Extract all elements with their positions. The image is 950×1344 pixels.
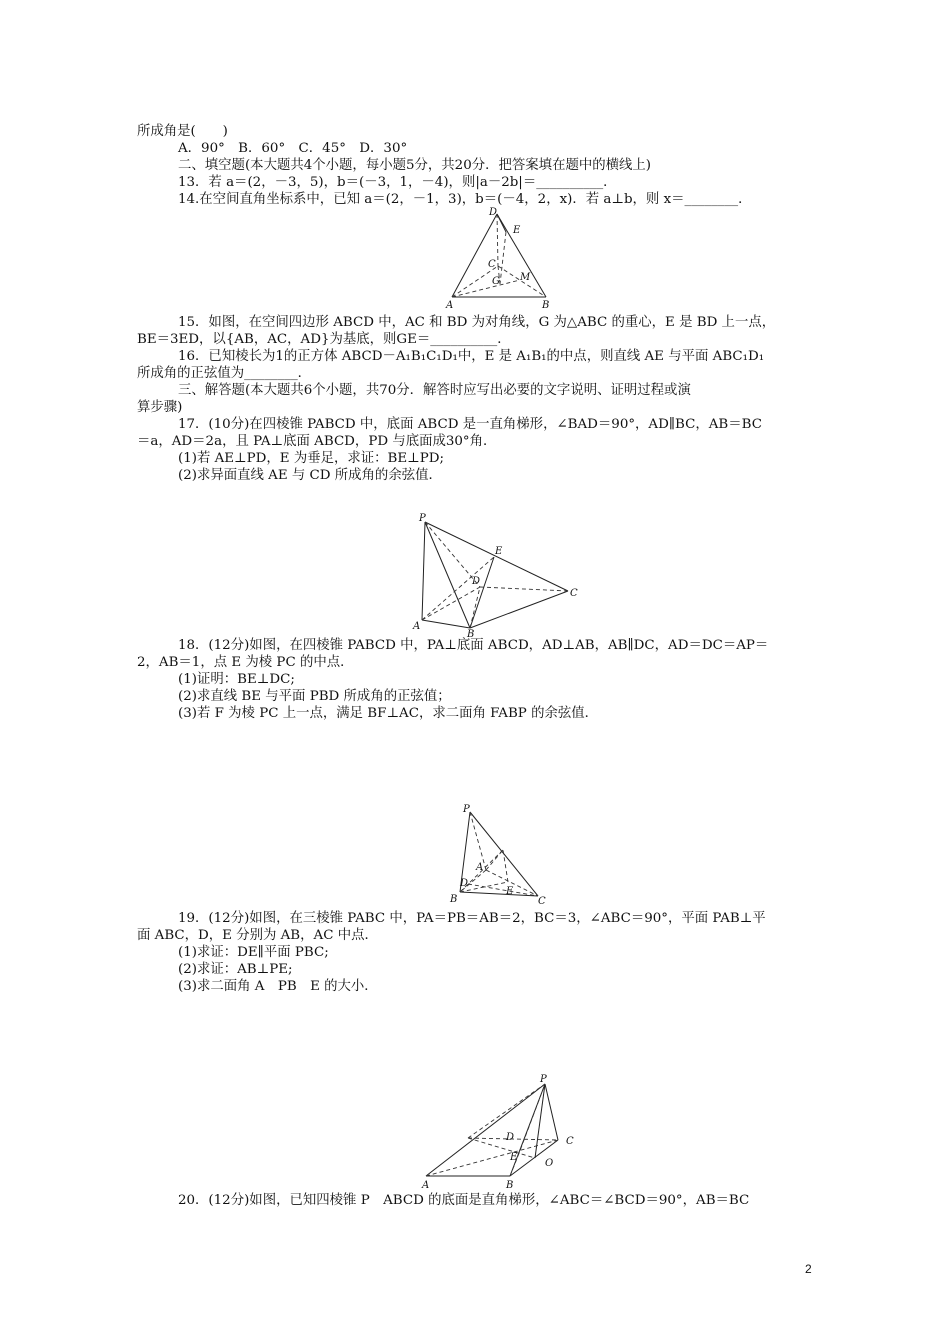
q15-line1: 15．如图，在空间四边形 ABCD 中，AC 和 BD 为对角线，G 为△ABC 的重心，E 是 BD 上一点， bbox=[178, 315, 776, 330]
q18-part1: (1)证明：BE⊥DC; bbox=[178, 672, 295, 687]
label-b: B bbox=[542, 300, 550, 311]
q12-tail: 所成角是( ) bbox=[137, 124, 228, 139]
label-d: D bbox=[460, 878, 469, 889]
q19-part2: (2)求证：AB⊥PE; bbox=[178, 962, 293, 977]
label-e: E bbox=[510, 1152, 518, 1163]
label-a: A bbox=[476, 862, 484, 873]
q18-line1: 18．(12分)如图，在四棱锥 PABCD 中，PA⊥底面 ABCD，AD⊥AB，AB∥DC，AD＝DC＝AP＝ bbox=[178, 638, 769, 653]
label-e: E bbox=[506, 886, 514, 897]
label-c: C bbox=[570, 588, 578, 599]
q17-line1: 17．(10分)在四棱锥 PABCD 中，底面 ABCD 是一直角梯形，∠BAD＝90°，AD∥BC，AB＝BC bbox=[178, 417, 762, 432]
q18-part3: (3)若 F 为棱 PC 上一点，满足 BF⊥AC，求二面角 FABP 的余弦值． bbox=[178, 706, 599, 721]
figure-tetrahedron-abcd bbox=[440, 202, 560, 312]
figure-pyramid-q19 bbox=[418, 1072, 593, 1192]
label-b: B bbox=[450, 894, 458, 905]
q19-line1: 19．(12分)如图，在三棱锥 PABC 中，PA＝PB＝AB＝2，BC＝3，∠ABC＝90°，平面 PAB⊥平 bbox=[178, 911, 766, 926]
q19-part1: (1)求证：DE∥平面 PBC; bbox=[178, 945, 329, 960]
q17-part1: (1)若 AE⊥PD，E 为垂足，求证：BE⊥PD; bbox=[178, 451, 445, 466]
label-p: P bbox=[463, 804, 470, 815]
q12-options: A．90° B．60° C．45° D．30° bbox=[178, 141, 408, 156]
section-3-title-cont: 算步骤) bbox=[137, 400, 183, 415]
label-d: D bbox=[506, 1132, 515, 1143]
label-d: D bbox=[489, 207, 498, 218]
page-number: 2 bbox=[805, 1262, 812, 1276]
label-c: C bbox=[488, 259, 496, 270]
q17-part2: (2)求异面直线 AE 与 CD 所成角的余弦值． bbox=[178, 468, 442, 483]
figure-pyramid-q17 bbox=[410, 512, 590, 640]
label-e: E bbox=[513, 225, 521, 236]
label-a: A bbox=[446, 300, 454, 311]
label-p: P bbox=[419, 513, 426, 524]
label-c: C bbox=[566, 1136, 574, 1147]
section-3-title: 三、解答题(本大题共6个小题，共70分．解答时应写出必要的文字说明、证明过程或演 bbox=[178, 383, 691, 398]
q18-line2: 2，AB＝1，点 E 为棱 PC 的中点． bbox=[137, 655, 354, 670]
q14: 14.在空间直角坐标系中，已知 a＝(2，－1，3)，b＝(－4，2，x)．若 a⊥b，则 x＝________． bbox=[178, 192, 752, 207]
label-a: A bbox=[422, 1180, 430, 1191]
q17-line2: ＝a，AD＝2a，且 PA⊥底面 ABCD，PD 与底面成30°角． bbox=[137, 434, 497, 449]
figure-pyramid-q18 bbox=[448, 800, 558, 910]
q19-part3: (3)求二面角 A PB E 的大小． bbox=[178, 979, 378, 994]
label-p: P bbox=[540, 1074, 547, 1085]
q16-line1: 16．已知棱长为1的正方体 ABCD－A₁B₁C₁D₁中，E 是 A₁B₁的中点，则直线 AE 与平面 ABC₁D₁ bbox=[178, 349, 765, 364]
label-d: D bbox=[472, 576, 481, 587]
label-a: A bbox=[413, 621, 421, 632]
label-g: G bbox=[492, 276, 500, 287]
q13: 13．若 a＝(2，－3，5)，b＝(－3，1，－4)，则|a－2b|＝__________． bbox=[178, 175, 617, 190]
section-2-title: 二、填空题(本大题共4个小题，每小题5分，共20分．把答案填在题中的横线上) bbox=[178, 158, 652, 173]
label-b: B bbox=[467, 629, 475, 640]
label-o: O bbox=[545, 1158, 554, 1169]
q18-part2: (2)求直线 BE 与平面 PBD 所成角的正弦值； bbox=[178, 689, 451, 704]
q20-line1: 20．(12分)如图，已知四棱锥 P ABCD 的底面是直角梯形，∠ABC＝∠BCD＝90°，AB＝BC bbox=[178, 1193, 750, 1208]
q15-line2: BE＝3ED，以{AB，AC，AD}为基底，则GE＝__________． bbox=[137, 332, 511, 347]
label-c: C bbox=[538, 896, 546, 907]
q16-line2: 所成角的正弦值为________． bbox=[137, 366, 312, 381]
label-m: M bbox=[520, 272, 531, 283]
q19-line2: 面 ABC，D，E 分别为 AB，AC 中点． bbox=[137, 928, 378, 943]
label-b: B bbox=[506, 1180, 514, 1191]
label-e: E bbox=[495, 546, 503, 557]
